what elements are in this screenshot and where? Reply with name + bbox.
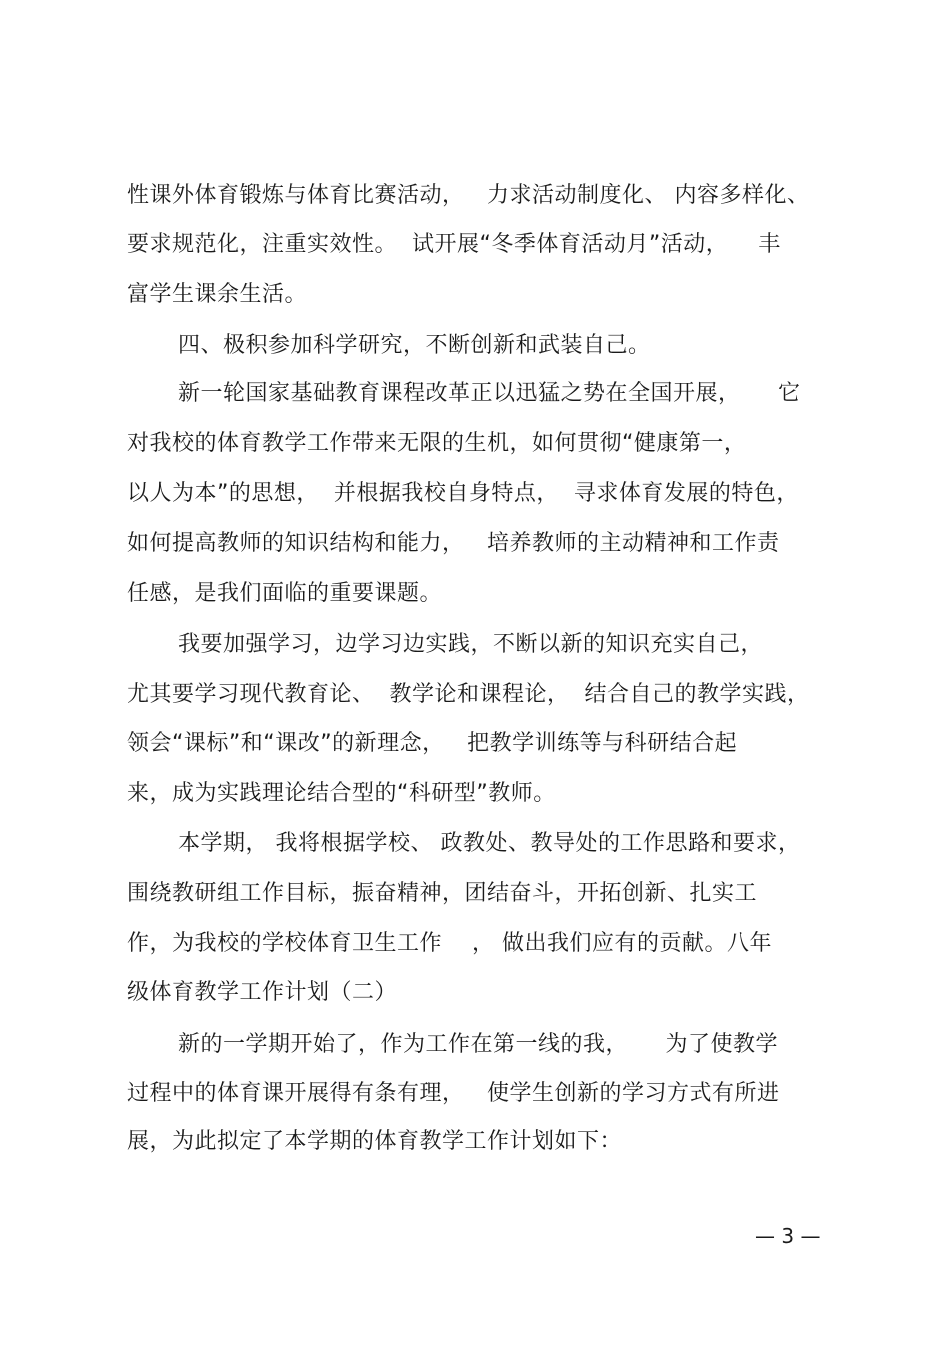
section-heading: 四、极积参加科学研究，不断创新和武装自己。 bbox=[178, 333, 651, 358]
text-line: 尤其要学习现代教育论、 教学论和课程论， 结合自己的教学实践， bbox=[127, 682, 810, 707]
text-line: 我要加强学习，边学习边实践，不断以新的知识充实自己， bbox=[178, 632, 764, 657]
text-line: 围绕教研组工作目标，振奋精神，团结奋斗，开拓创新、扎实工 bbox=[127, 881, 758, 906]
text-line: 展，为此拟定了本学期的体育教学工作计划如下： bbox=[127, 1129, 623, 1154]
text-line: 过程中的体育课开展得有条有理， 使学生创新的学习方式有所进 bbox=[127, 1081, 780, 1106]
text-line: 领会“课标”和“课改”的新理念， 把教学训练等与科研结合起 bbox=[127, 731, 738, 756]
text-line: 作，为我校的学校体育卫生工作 ， 做出我们应有的贡献。八年 bbox=[127, 931, 772, 956]
text-line: 来，成为实践理论结合型的“科研型”教师。 bbox=[127, 781, 556, 806]
text-line: 级体育教学工作计划（二） bbox=[127, 980, 398, 1005]
page-number: — 3 — bbox=[755, 1224, 821, 1248]
text-line: 本学期， 我将根据学校、 政教处、教导处的工作思路和要求， bbox=[178, 831, 801, 856]
text-line: 新一轮国家基础教育课程改革正以迅猛之势在全国开展， 它 bbox=[178, 381, 801, 406]
text-line: 以人为本”的思想， 并根据我校自身特点， 寻求体育发展的特色， bbox=[127, 481, 799, 506]
text-line: 富学生课余生活。 bbox=[127, 282, 308, 307]
text-line: 对我校的体育教学工作带来无限的生机，如何贯彻“健康第一， bbox=[127, 431, 747, 456]
text-line: 任感，是我们面临的重要课题。 bbox=[127, 581, 443, 606]
text-line: 新的一学期开始了，作为工作在第一线的我， 为了使教学 bbox=[178, 1032, 778, 1057]
text-line: 如何提高教师的知识结构和能力， 培养教师的主动精神和工作责 bbox=[127, 531, 780, 556]
text-line: 要求规范化，注重实效性。 试开展“冬季体育活动月”活动， 丰 bbox=[127, 232, 781, 257]
text-line: 性课外体育锻炼与体育比赛活动， 力求活动制度化、 内容多样化、 bbox=[127, 183, 810, 208]
